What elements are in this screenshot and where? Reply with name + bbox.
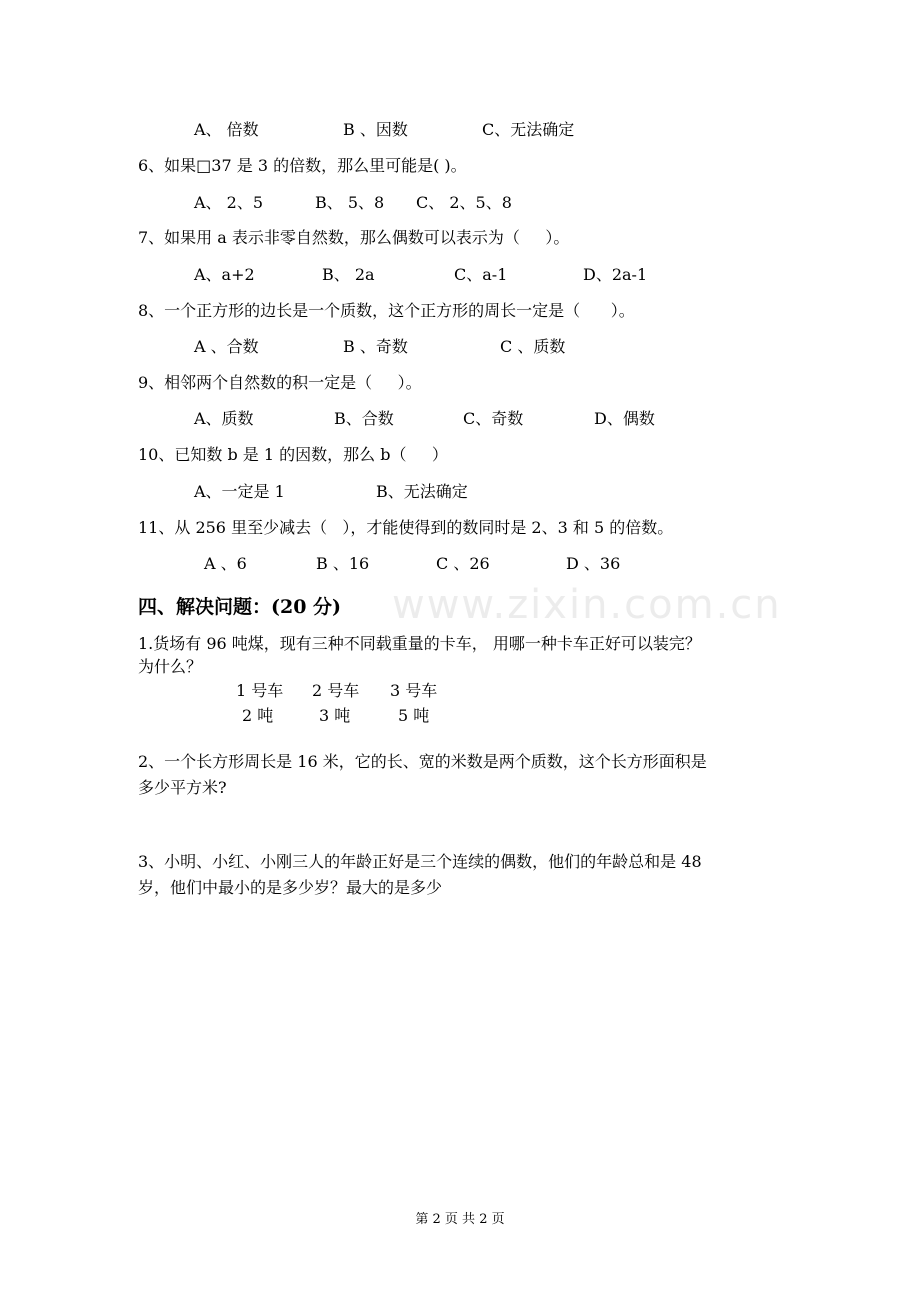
problem-3-line-2: 岁，他们中最小的是多少岁？最大的是多少	[138, 878, 443, 897]
q8-option-c: C 、质数	[500, 337, 566, 356]
q5-option-b: B 、因数	[343, 120, 408, 139]
q6-option-b: B、 5、8	[315, 193, 385, 212]
problem-3-line-1: 3、小明、小红、小刚三人的年龄正好是三个连续的偶数，他们的年龄总和是 48	[138, 852, 702, 871]
q11-option-d: D 、36	[566, 554, 621, 573]
q11-option-b: B 、16	[316, 554, 370, 573]
truck-1-name: 1 号车	[236, 681, 284, 700]
problem-2-line-1: 2、一个长方形周长是 16 米，它的长、宽的米数是两个质数，这个长方形面积是	[138, 752, 707, 771]
q10-option-b: B、无法确定	[376, 482, 468, 501]
q6-text: 6、如果□37 是 3 的倍数，那么里可能是( )。	[138, 156, 467, 175]
problem-1-line-1: 1.货场有 96 吨煤，现有三种不同载重量的卡车， 用哪一种卡车正好可以装完？	[138, 634, 701, 653]
q6-option-a: A、 2、5	[194, 193, 264, 212]
q8-option-b: B 、奇数	[343, 337, 408, 356]
problem-1-line-2: 为什么？	[138, 657, 203, 676]
q11-text: 11、从 256 里至少减去（ ），才能使得到的数同时是 2、3 和 5 的倍数。	[138, 518, 674, 537]
q7-option-d: D、2a-1	[583, 265, 648, 284]
q11-option-c: C 、26	[436, 554, 490, 573]
q6-option-c: C、 2、5、8	[416, 193, 512, 212]
q10-option-a: A、一定是 1	[194, 482, 285, 501]
q7-option-b: B、 2a	[322, 265, 375, 284]
q8-option-a: A 、合数	[194, 337, 259, 356]
section-heading: 四、解决问题：(20 分)	[138, 596, 342, 618]
q7-option-c: C、a-1	[454, 265, 508, 284]
q9-option-b: B、合数	[334, 409, 394, 428]
q10-text: 10、已知数 b 是 1 的因数，那么 b（ ）	[138, 445, 448, 464]
watermark: www.zixin.com.cn	[392, 582, 782, 628]
truck-2-name: 2 号车	[312, 681, 360, 700]
q8-text: 8、一个正方形的边长是一个质数，这个正方形的周长一定是（ ）。	[138, 301, 635, 320]
q7-text: 7、如果用 a 表示非零自然数，那么偶数可以表示为（ ）。	[138, 228, 570, 247]
q9-option-d: D、偶数	[594, 409, 655, 428]
page-footer: 第 2 页 共 2 页	[415, 1212, 505, 1227]
truck-1-load: 2 吨	[242, 706, 274, 725]
problem-2-line-2: 多少平方米?	[138, 778, 227, 797]
truck-3-name: 3 号车	[390, 681, 438, 700]
q5-option-c: C、无法确定	[482, 120, 575, 139]
q11-option-a: A 、6	[204, 554, 247, 573]
truck-2-load: 3 吨	[319, 706, 351, 725]
q7-option-a: A、a+2	[194, 265, 255, 284]
q5-option-a: A、 倍数	[194, 120, 259, 139]
q9-option-c: C、奇数	[463, 409, 524, 428]
q9-text: 9、相邻两个自然数的积一定是（ ）。	[138, 373, 422, 392]
truck-3-load: 5 吨	[398, 706, 430, 725]
q9-option-a: A、质数	[194, 409, 254, 428]
